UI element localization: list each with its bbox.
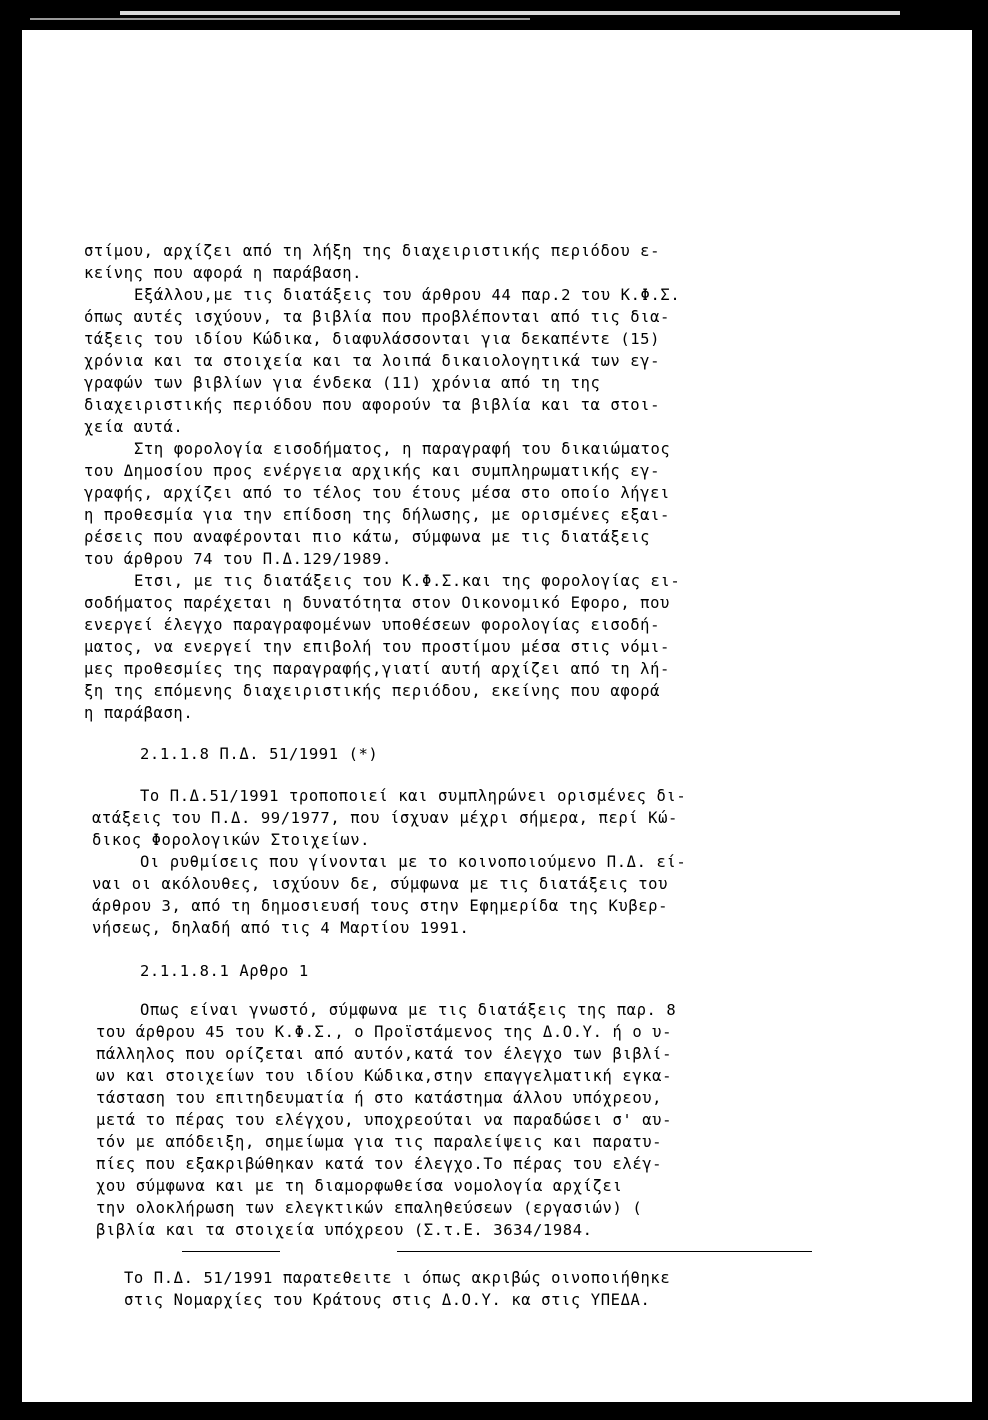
text-line: δικος Φορολογικών Στοιχείων.: [92, 831, 371, 849]
text-line: ατάξεις του Π.Δ. 99/1977, που ίσχυαν μέχρι σήμερα, περί Κώ-: [92, 809, 678, 827]
text-line: ρέσεις που αναφέρονται πιο κάτω, σύμφωνα με τις διατάξεις: [84, 528, 651, 546]
text-line: βιβλία και τα στοιχεία υπόχρεου (Σ.τ.Ε. 3634/1984.: [96, 1221, 593, 1239]
text-line: του άρθρου 74 του Π.Δ.129/1989.: [84, 550, 392, 568]
text-line: Εξάλλου,με τις διατάξεις του άρθρου 44 παρ.2 του Κ.Φ.Σ.: [134, 286, 681, 304]
text-line: Το Π.Δ.51/1991 τροποποιεί και συμπληρώνει ορισμένες δι-: [140, 787, 687, 805]
text-line: η προθεσμία για την επίδοση της δήλωσης, με ορισμένες εξαι-: [84, 506, 670, 524]
text-line: τόν με απόδειξη, σημείωμα για τις παραλείψεις και παρατυ-: [96, 1133, 663, 1151]
text-line: πάλληλος που ορίζεται από αυτόν,κατά τον έλεγχο των βιβλί-: [96, 1045, 673, 1063]
section-heading: 2.1.1.8 Π.Δ. 51/1991 (*): [140, 745, 379, 763]
text-line: Ετσι, με τις διατάξεις του Κ.Φ.Σ.και της φορολογίας ει-: [134, 572, 681, 590]
text-line: στίμου, αρχίζει από τη λήξη της διαχειριστικής περιόδου ε-: [84, 242, 661, 260]
text-line: όπως αυτές ισχύουν, τα βιβλία που προβλέπονται από τις δια-: [84, 308, 670, 326]
text-line: Οπως είναι γνωστό, σύμφωνα με τις διατάξεις της παρ. 8: [140, 1001, 677, 1019]
text-line: ων και στοιχείων του ιδίου Κώδικα,στην επαγγελματική εγκα-: [96, 1067, 673, 1085]
text-line: του άρθρου 45 του Κ.Φ.Σ., ο Προϊστάμενος της Δ.Ο.Υ. ή ο υ-: [96, 1023, 673, 1041]
footnote-rule: [397, 1251, 812, 1252]
text-line: χρόνια και τα στοιχεία και τα λοιπά δικαιολογητικά των εγ-: [84, 352, 661, 370]
text-line: χου σύμφωνα και με τη διαμορφωθείσα νομολογία αρχίζει: [96, 1177, 623, 1195]
text-line: του Δημοσίου προς ενέργεια αρχικής και συμπληρωματικής εγ-: [84, 462, 661, 480]
text-line: ματος, να ενεργεί την επιβολή του προστίμου μέσα στις νόμι-: [84, 638, 670, 656]
text-line: κείνης που αφορά η παράβαση.: [84, 264, 363, 282]
text-line: η παράβαση.: [84, 704, 194, 722]
text-line: γραφών των βιβλίων για ένδεκα (11) χρόνια από τη της: [84, 374, 601, 392]
text-line: Οι ρυθμίσεις που γίνονται με το κοινοποιούμενο Π.Δ. εί-: [140, 853, 687, 871]
text-line: μες προθεσμίες της παραγραφής,γιατί αυτή αρχίζει από τη λή-: [84, 660, 670, 678]
text-line: τάξεις του ιδίου Κώδικα, διαφυλάσσονται για δεκαπέντε (15): [84, 330, 661, 348]
text-line: χεία αυτά.: [84, 418, 184, 436]
scan-left-border: [0, 30, 22, 1402]
text-line: σοδήματος παρέχεται η δυνατότητα στον Οικονομικό Εφορο, που: [84, 594, 670, 612]
text-line: ενεργεί έλεγχο παραγραφομένων υποθέσεων φορολογίας εισοδή-: [84, 616, 661, 634]
text-line: διαχειριστικής περιόδου που αφορούν τα βιβλία και τα στοι-: [84, 396, 661, 414]
text-line: πίες που εξακριβώθηκαν κατά τον έλεγχο.Το πέρας του ελέγ-: [96, 1155, 663, 1173]
text-line: την ολοκλήρωση των ελεγκτικών επαληθεύσεων (εργασιών) (: [96, 1199, 643, 1217]
text-line: ναι οι ακόλουθες, ισχύουν δε, σύμφωνα με τις διατάξεις του: [92, 875, 669, 893]
text-line: άρθρου 3, από τη δημοσιευσή τους στην Εφημερίδα της Κυβερ-: [92, 897, 669, 915]
text-line: ξη της επόμενης διαχειριστικής περιόδου, εκείνης που αφορά: [84, 682, 661, 700]
footnote-rule: [182, 1251, 280, 1252]
footnote-line: στις Νομαρχίες του Κράτους στις Δ.Ο.Υ. κα στις ΥΠΕΔΑ.: [124, 1291, 651, 1309]
text-line: μετά το πέρας του ελέγχου, υποχρεούται να παραδώσει σ' αυ-: [96, 1111, 673, 1129]
text-line: γραφής, αρχίζει από το τέλος του έτους μέσα στο οποίο λήγει: [84, 484, 670, 502]
scan-streak: [120, 11, 900, 15]
document-page: [22, 30, 972, 1402]
text-line: τάσταση του επιτηδευματία ή στο κατάστημα άλλου υπόχρεου,: [96, 1089, 663, 1107]
text-line: Στη φορολογία εισοδήματος, η παραγραφή του δικαιώματος: [134, 440, 671, 458]
footnote-line: Το Π.Δ. 51/1991 παρατεθειτε ι όπως ακριβώς οινοποιήθηκε: [124, 1269, 671, 1287]
section-heading: 2.1.1.8.1 Αρθρο 1: [140, 962, 309, 980]
text-line: νήσεως, δηλαδή από τις 4 Μαρτίου 1991.: [92, 919, 470, 937]
scan-top-border: [0, 0, 988, 30]
scan-streak: [30, 18, 530, 20]
